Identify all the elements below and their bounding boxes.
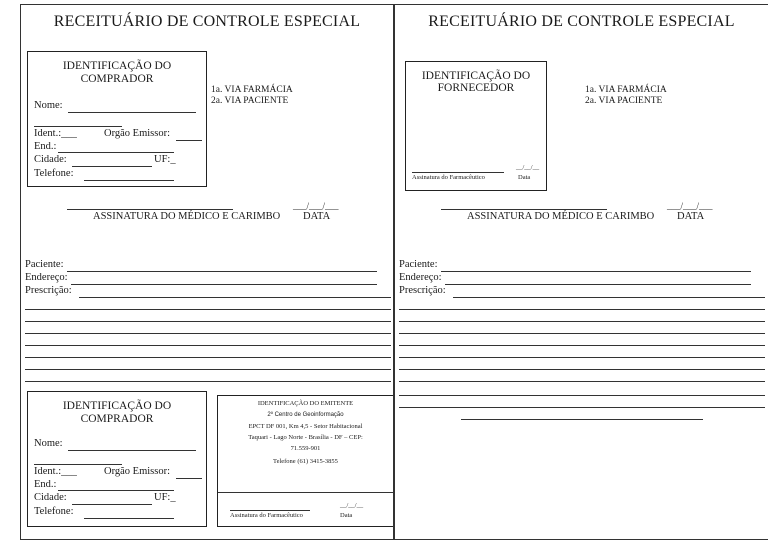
buyer-ident-label: Ident.:___	[34, 128, 77, 139]
emitter-line-4: 71.559-901	[290, 445, 321, 452]
via-paciente: 2a. VIA PACIENTE	[211, 96, 289, 106]
buyer-orgao-field[interactable]	[176, 140, 202, 141]
buyer-box-title-line1: IDENTIFICAÇÃO DO	[62, 60, 172, 72]
prescription-label: Prescrição:	[399, 285, 446, 296]
doctor-signature-label: ASSINATURA DO MÉDICO E CARIMBO	[467, 211, 655, 222]
emitter-line-1: 2º Centro de Geoinformação	[267, 412, 344, 418]
prescription-line[interactable]	[399, 369, 765, 370]
prescription-line[interactable]	[25, 333, 391, 334]
emitter-line-5: Telefone (61) 3415-3855	[273, 458, 338, 465]
emitter-divider	[218, 492, 394, 493]
buyer-cidade-field[interactable]	[72, 166, 152, 167]
buyer-telefone-label: Telefone:	[34, 506, 74, 517]
buyer-telefone-label: Telefone:	[34, 168, 74, 179]
prescription-line[interactable]	[25, 309, 391, 310]
emitter-title: IDENTIFICAÇÃO DO EMITENTE	[257, 400, 354, 407]
date-blank: ___/___/___	[667, 201, 713, 211]
address-field[interactable]	[71, 284, 377, 285]
emitter-identification-box	[217, 395, 393, 527]
prescription-line[interactable]	[25, 321, 391, 322]
supplier-signature-line[interactable]	[412, 172, 504, 173]
buyer-uf-label: UF:_	[154, 154, 176, 165]
prescription-line[interactable]	[399, 333, 765, 334]
pharmacist-date-blank: __/__/__	[340, 502, 364, 509]
date-label: DATA	[303, 211, 331, 222]
pharmacist-signature-line[interactable]	[230, 510, 310, 511]
prescription-line[interactable]	[399, 357, 765, 358]
form-title: RECEITUÁRIO DE CONTROLE ESPECIAL	[428, 13, 735, 30]
prescription-line[interactable]	[399, 321, 765, 322]
prescription-line[interactable]	[25, 369, 391, 370]
buyer-identification-box	[27, 51, 207, 187]
buyer-telefone-field[interactable]	[84, 518, 174, 519]
buyer-end-label: End.:	[34, 141, 57, 152]
doctor-signature-line[interactable]	[441, 209, 607, 210]
supplier-box-title-line2: FORNECEDOR	[437, 82, 515, 94]
address-label: Endereço:	[25, 272, 68, 283]
prescription-line[interactable]	[399, 395, 765, 396]
buyer-cidade-field[interactable]	[72, 504, 152, 505]
doctor-signature-label: ASSINATURA DO MÉDICO E CARIMBO	[93, 211, 281, 222]
buyer-cidade-label: Cidade:	[34, 154, 67, 165]
buyer-name-field[interactable]	[68, 112, 196, 113]
buyer-cidade-label: Cidade:	[34, 492, 67, 503]
prescription-line[interactable]	[399, 381, 765, 382]
supplier-identification-box	[405, 61, 547, 191]
doctor-signature-line[interactable]	[67, 209, 233, 210]
supplier-signature-label: Assinatura do Farmacêutico	[412, 174, 485, 181]
buyer-end-label: End.:	[34, 479, 57, 490]
pharmacist-date-label: Data	[340, 512, 353, 519]
supplier-date-blank: __/__/__	[516, 164, 540, 171]
address-field[interactable]	[445, 284, 751, 285]
emitter-line-2: EPCT DF 001, Km 4,5 - Setor Habitacional	[248, 423, 363, 430]
buyer-telefone-field[interactable]	[84, 180, 174, 181]
buyer-box-title-line2: COMPRADOR	[80, 413, 154, 425]
buyer-ident-label: Ident.:___	[34, 466, 77, 477]
via-farmacia: 1a. VIA FARMÁCIA	[585, 85, 667, 95]
prescription-line[interactable]	[399, 309, 765, 310]
buyer-end-field[interactable]	[58, 152, 174, 153]
supplier-box-title-line1: IDENTIFICAÇÃO DO	[421, 70, 531, 82]
supplier-date-label: Data	[518, 174, 531, 181]
via-paciente: 2a. VIA PACIENTE	[585, 96, 663, 106]
via-farmacia: 1a. VIA FARMÁCIA	[211, 85, 293, 95]
date-label: DATA	[677, 211, 705, 222]
form-title: RECEITUÁRIO DE CONTROLE ESPECIAL	[53, 13, 361, 30]
prescription-line[interactable]	[399, 345, 765, 346]
buyer-end-field[interactable]	[58, 490, 174, 491]
buyer-name-field-2[interactable]	[34, 464, 122, 465]
prescription-line[interactable]	[25, 345, 391, 346]
date-blank: ___/___/___	[293, 201, 339, 211]
patient-field[interactable]	[67, 271, 377, 272]
pharmacist-signature-label: Assinatura do Farmacêutico	[230, 512, 303, 519]
prescription-field[interactable]	[79, 297, 391, 298]
patient-label: Paciente:	[25, 259, 64, 270]
buyer-orgao-label: Orgão Emissor:	[104, 128, 171, 139]
bottom-signature-line[interactable]	[461, 419, 703, 420]
bottom-buyer-identification-box	[27, 391, 207, 527]
buyer-name-field-2[interactable]	[34, 126, 122, 127]
prescription-label: Prescrição:	[25, 285, 72, 296]
buyer-orgao-label: Orgão Emissor:	[104, 466, 171, 477]
right-prescription-form	[394, 4, 768, 540]
emitter-line-3: Taquari - Lago Norte - Brasília - DF – CEP:	[248, 434, 363, 441]
patient-label: Paciente:	[399, 259, 438, 270]
patient-field[interactable]	[441, 271, 751, 272]
buyer-name-field[interactable]	[68, 450, 196, 451]
prescription-field[interactable]	[453, 297, 765, 298]
prescription-line[interactable]	[25, 381, 391, 382]
left-prescription-form	[20, 4, 394, 540]
buyer-orgao-field[interactable]	[176, 478, 202, 479]
prescription-line[interactable]	[25, 357, 391, 358]
buyer-box-title-line2: COMPRADOR	[80, 73, 154, 85]
prescription-line[interactable]	[399, 407, 765, 408]
buyer-name-label: Nome:	[34, 100, 63, 111]
buyer-box-title-line1: IDENTIFICAÇÃO DO	[62, 400, 172, 412]
buyer-name-label: Nome:	[34, 438, 63, 449]
address-label: Endereço:	[399, 272, 442, 283]
buyer-uf-label: UF:_	[154, 492, 176, 503]
